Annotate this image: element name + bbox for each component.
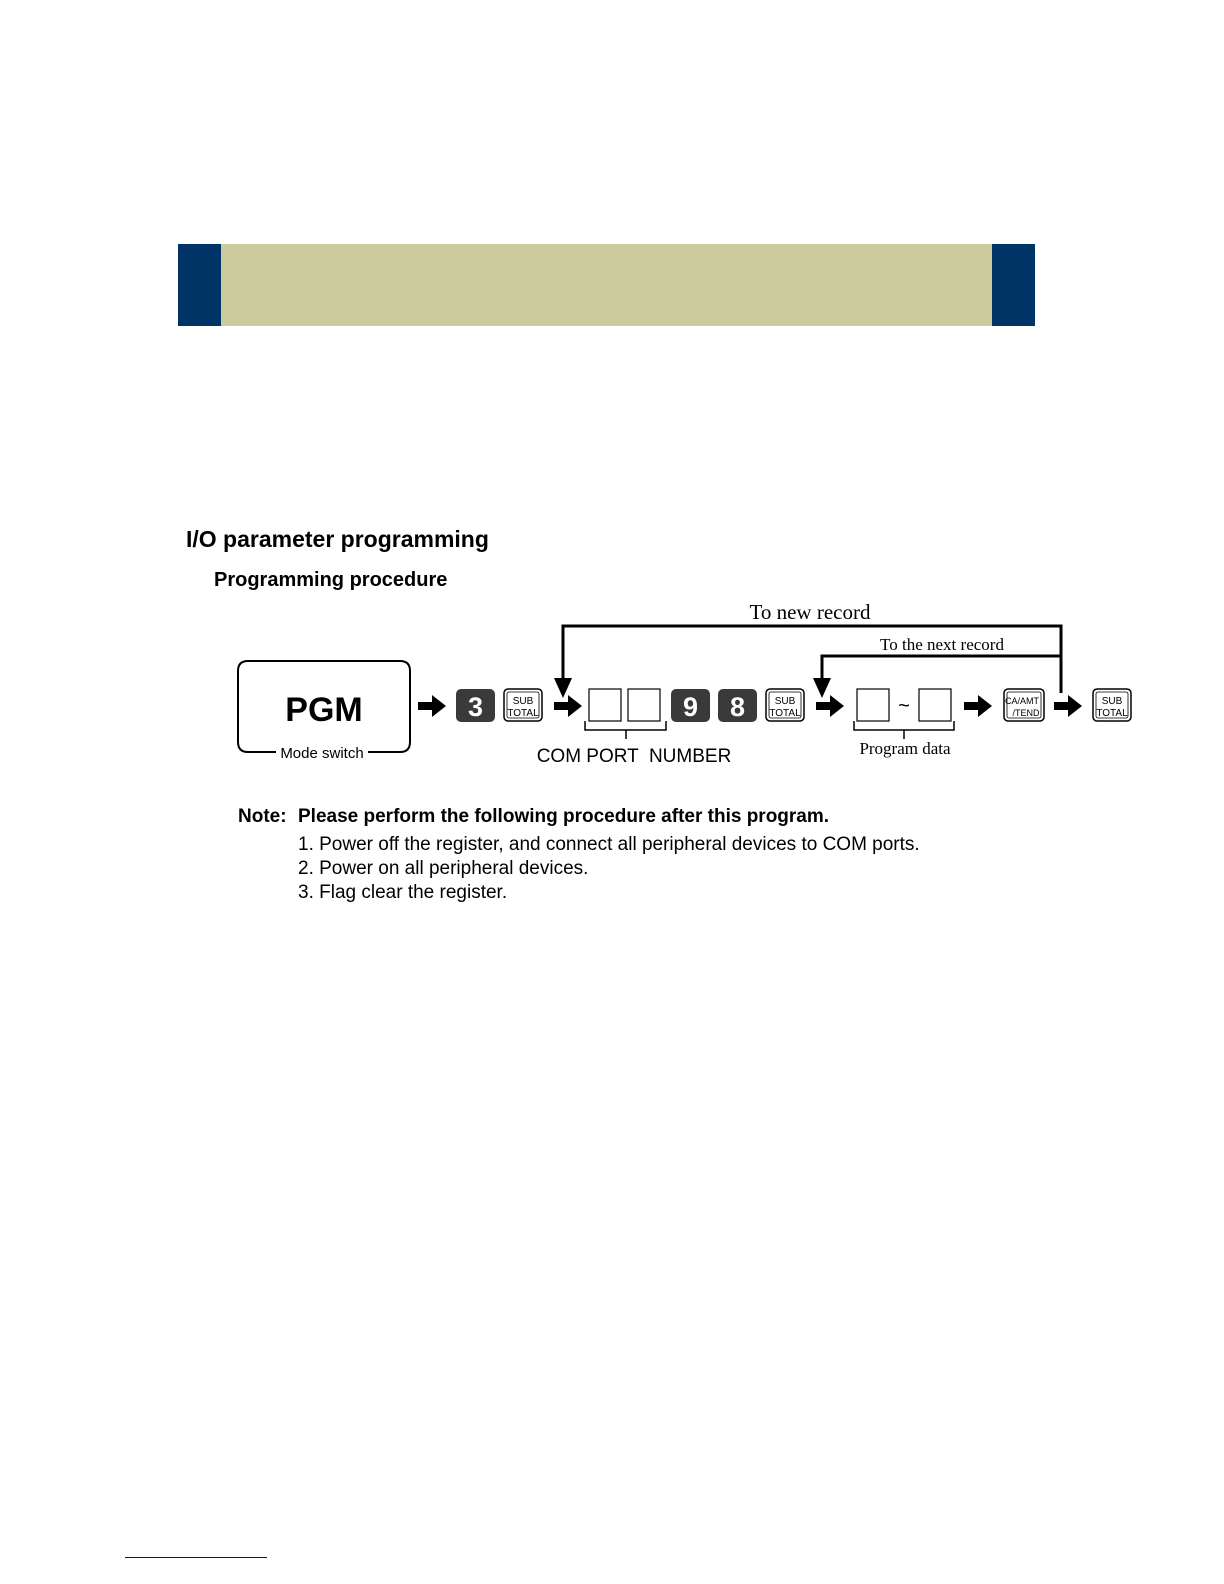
svg-text:To new record: To new record: [749, 600, 871, 624]
svg-text:TOTAL: TOTAL: [769, 708, 801, 719]
banner-right-cap: [992, 244, 1035, 326]
svg-text:CA/AMT: CA/AMT: [1004, 696, 1040, 706]
svg-text:To the next record: To the next record: [880, 635, 1004, 654]
flow-arrow-icon: [554, 695, 582, 717]
flow-arrow-icon: [816, 695, 844, 717]
section-title: I/O parameter programming: [186, 526, 489, 552]
mode-switch: [238, 661, 410, 762]
program-data-box: [919, 689, 951, 721]
note-item: 2. Power on all peripheral devices.: [298, 858, 589, 879]
note-label: Note:: [238, 806, 287, 827]
flow-arrow-icon: [964, 695, 992, 717]
note-item: 3. Flag clear the register.: [298, 882, 508, 903]
subtotal-key: [766, 689, 804, 721]
svg-text:SUB: SUB: [774, 696, 796, 707]
subtotal-key: [504, 689, 542, 721]
flow-arrow-icon: [1054, 695, 1082, 717]
com-port-digit-box: [628, 689, 660, 721]
program-data-box: [857, 689, 889, 721]
header-banner: [178, 244, 1035, 326]
svg-text:SUB: SUB: [1101, 696, 1123, 707]
com-port-bracket: [537, 721, 732, 767]
banner-left-cap: [178, 244, 221, 326]
note-item: 1. Power off the register, and connect all peripheral devices to COM ports.: [298, 834, 920, 855]
subsection-title: Programming procedure: [214, 569, 448, 591]
svg-text:9: 9: [682, 692, 699, 722]
svg-text:3: 3: [467, 692, 484, 722]
program-data-bracket: [854, 721, 954, 758]
com-port-label: COM PORT NUMBER: [536, 746, 732, 767]
footer-rule: [125, 1557, 267, 1558]
mode-switch-caption: Mode switch: [280, 745, 364, 762]
svg-text:TOTAL: TOTAL: [507, 708, 539, 719]
flow-arrow-icon: [418, 695, 446, 717]
svg-text:SUB: SUB: [512, 696, 534, 707]
ca-amt-tend-key: [1004, 689, 1044, 721]
subtotal-key: [1093, 689, 1131, 721]
svg-text:8: 8: [729, 692, 746, 722]
range-tilde: ~: [898, 695, 910, 717]
com-port-digit-box: [589, 689, 621, 721]
mode-key-label: PGM: [285, 691, 363, 729]
svg-text:TOTAL: TOTAL: [1096, 708, 1128, 719]
key-9: [671, 689, 710, 722]
key-3: [456, 689, 495, 722]
key-8: [718, 689, 757, 722]
program-data-label: Program data: [859, 739, 951, 758]
svg-text:/TEND: /TEND: [1012, 708, 1040, 718]
note-title: Please perform the following procedure after this program.: [298, 806, 830, 827]
programming-procedure-diagram: [0, 590, 1224, 780]
